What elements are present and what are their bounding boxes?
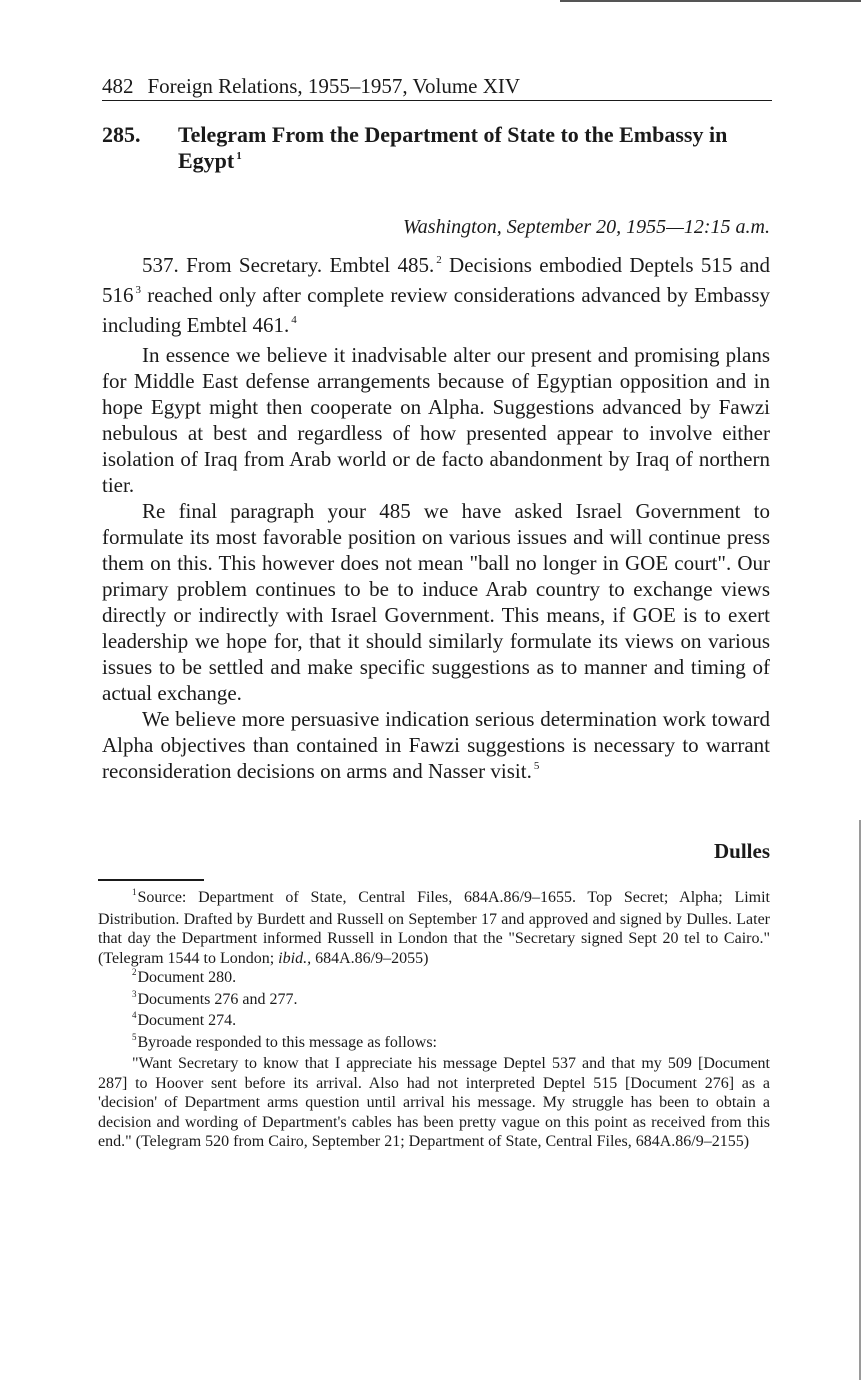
footnote-1 xyxy=(98,888,770,968)
document-number: 285. xyxy=(102,122,141,147)
footnote-ref-3: 3 xyxy=(135,284,141,296)
footnote-1-number: 1 xyxy=(132,887,137,897)
footnote-3-number: 3 xyxy=(132,988,137,999)
footnote-5-number: 5 xyxy=(132,1031,137,1042)
footnote-2 xyxy=(98,968,770,990)
footnote-2-text: Document 280. xyxy=(137,969,237,986)
signature: Dulles xyxy=(713,839,770,863)
paragraph-1-b: Decisions embodied Deptels 515 and 516 xyxy=(102,253,771,307)
footnotes xyxy=(98,888,770,1152)
footnote-5 xyxy=(98,1033,770,1055)
document-title xyxy=(178,122,772,178)
dateline: Washington, September 20, 1955—12:15 a.m. xyxy=(402,216,770,238)
footnote-3 xyxy=(98,990,770,1012)
footnote-4-number: 4 xyxy=(132,1010,137,1020)
footnote-3-text: Documents 276 and 277. xyxy=(137,990,298,1008)
footnote-ref-5: 5 xyxy=(533,760,540,772)
footnote-1-ibid: ibid., xyxy=(278,949,312,967)
footnote-4-text: Document 274. xyxy=(137,1012,237,1029)
footnote-divider xyxy=(98,879,204,881)
volume-title: Foreign Relations, 1955–1957, Volume XIV xyxy=(147,74,521,98)
paragraph-1-a: 537. From Secretary. Embtel 485. xyxy=(142,253,435,277)
paragraph-2: In essence we believe it inadvisable alter our present and promising plans for Middle East defense arrangements because of Egyptian opposition and in hope Egypt might then cooperate on Alpha. Suggestions advanced by Fawzi nebulous at best and regardless of how presented appear to involve either isolation of Iraq from Arab world or de facto abandonment by Iraq of northern tier. xyxy=(102,343,770,497)
footnote-1-b: 684A.86/9–2055) xyxy=(315,949,429,967)
paragraph-3: Re final paragraph your 485 we have asked Israel Government to formulate its most favorable position on various issues and will continue press them on this. This however does not mean "ball no longer in GOE court". Our primary problem continues to be to induce Arab country to exchange views directly or indirectly with Israel Government. This means, if GOE is to exert leadership we hope for, that it should similarly formulate its views on various issues to be settled and make specific suggestions as to manner and timing of actual exchange. xyxy=(102,499,770,705)
footnote-5-text: Byroade responded to this message as follows: xyxy=(137,1033,437,1051)
footnote-ref-2: 2 xyxy=(436,254,442,266)
footnote-4 xyxy=(98,1011,770,1033)
page-edge-top xyxy=(560,0,861,2)
footnote-1-a: Source: Department of State, Central Files, 684A.86/9–1655. Top Secret; Alpha; Limit Distribution. Drafted by Burdett and Russell on September 17 and approved and signed by Dulles. Later that day the Department informed Russell in London that the "Secretary signed Sept 20 tel to Cairo." (Telegram 1544 to London; xyxy=(98,889,770,967)
paragraph-1 xyxy=(102,252,770,342)
telegram-body xyxy=(102,252,770,788)
paragraph-4-text: We believe more persuasive indication serious determination work toward Alpha objectives than contained in Fawzi suggestions is necessary to warrant reconsideration decisions on arms and Nasser visit. xyxy=(102,707,770,783)
footnote-ref-1: 1 xyxy=(236,150,242,162)
document-title-text: Telegram From the Department of State to the Embassy in Egypt xyxy=(178,122,728,173)
paragraph-4 xyxy=(102,706,770,788)
page-number: 482 xyxy=(102,74,134,98)
footnote-2-number: 2 xyxy=(132,967,137,977)
running-head xyxy=(102,72,772,101)
footnote-5-quote: "Want Secretary to know that I appreciate his message Deptel 537 and that my 509 [Document 287] to Hoover sent before its arrival. Also had not interpreted Deptel 515 [Document 276] as a 'decision' of Department arms question until arrival his message. My struggle has been to obtain a decision and wording of Department's cables has been pretty vague on this point as received from this end." (Telegram 520 from Cairo, September 21; Department of State, Central Files, 684A.86/9–2155) xyxy=(98,1055,770,1150)
paragraph-1-c: reached only after complete review considerations advanced by Embassy including Embtel 461. xyxy=(102,283,771,337)
footnote-ref-4: 4 xyxy=(291,314,297,326)
